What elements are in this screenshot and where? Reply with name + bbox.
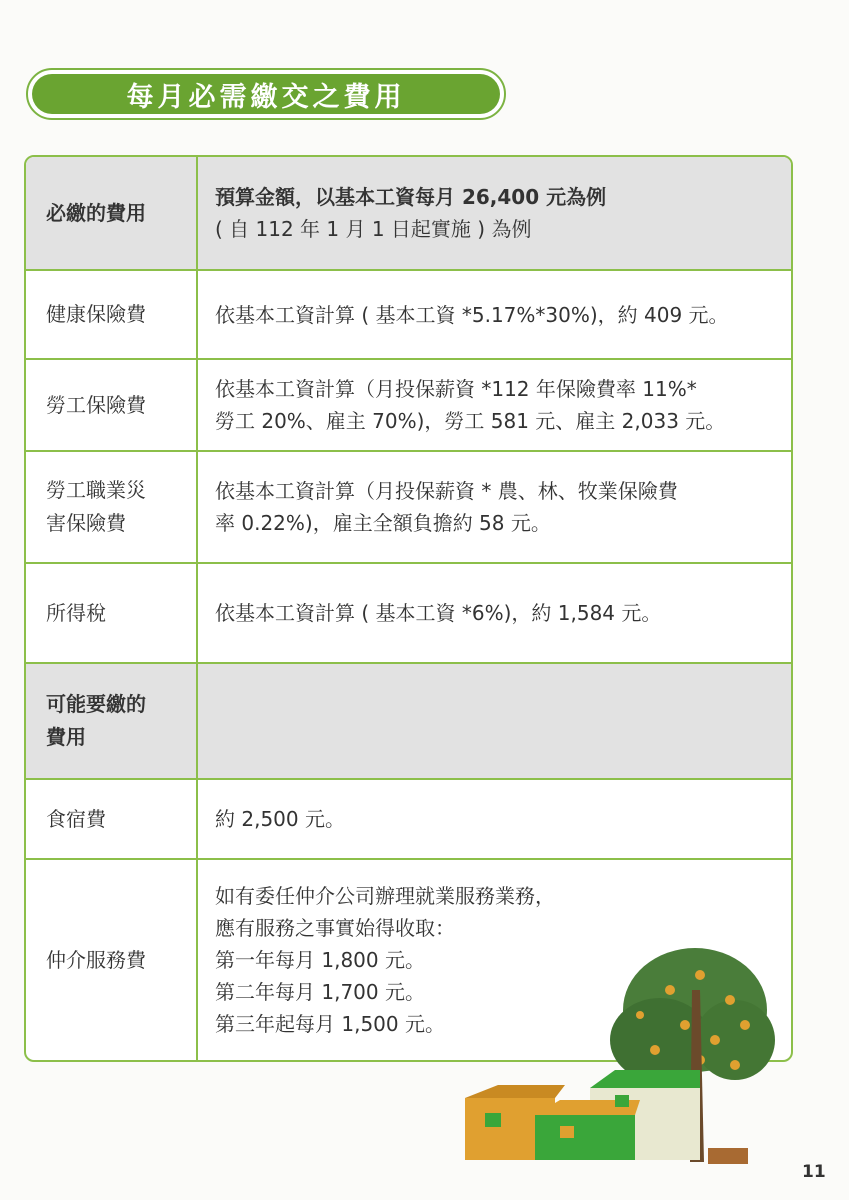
row-description-line: 率 0.22%)，雇主全額負擔約 58 元。 bbox=[215, 511, 551, 535]
optional-fees-header-line: 可能要繳的 bbox=[46, 692, 146, 716]
row-label: 所得稅 bbox=[26, 564, 198, 662]
house-left-roof bbox=[465, 1085, 565, 1098]
row-description-line: 應有服務之事實始得收取： bbox=[215, 916, 455, 940]
row-label: 勞工保險費 bbox=[26, 360, 198, 450]
house-back-roof bbox=[590, 1070, 700, 1088]
section-title-banner bbox=[26, 68, 506, 120]
optional-fees-header bbox=[26, 664, 198, 778]
section-title-banner-fill bbox=[32, 74, 500, 114]
budget-description-line: 預算金額，以基本工資每月 26,400 元為例 bbox=[215, 185, 607, 209]
house-window bbox=[560, 1126, 574, 1138]
row-description-line: 依基本工資計算（月投保薪資 * 農、林、牧業保險費 bbox=[215, 479, 678, 503]
budget-description-line: ( 自 112 年 1 月 1 日起實施 ) 為例 bbox=[215, 217, 532, 241]
row-label: 仲介服務費 bbox=[26, 860, 198, 1060]
optional-fees-header-line: 費用 bbox=[46, 725, 86, 749]
table-row bbox=[26, 564, 791, 664]
required-fees-header: 必繳的費用 bbox=[26, 157, 198, 269]
row-label: 健康保險費 bbox=[26, 271, 198, 358]
budget-description bbox=[198, 157, 791, 269]
houses-and-fruit-tree-illustration bbox=[460, 930, 780, 1170]
optional-fees-header-row bbox=[26, 664, 791, 780]
section-title: 每月必需繳交之費用 bbox=[126, 81, 406, 113]
optional-fees-header-empty-cell bbox=[198, 664, 791, 778]
row-description-line: 第二年每月 1,700 元。 bbox=[215, 980, 425, 1004]
table-row bbox=[26, 452, 791, 564]
row-label-line: 害保險費 bbox=[46, 511, 126, 535]
row-description-line: 約 2,500 元。 bbox=[215, 807, 345, 831]
row-label bbox=[26, 452, 198, 562]
house-window bbox=[485, 1113, 501, 1127]
table-row bbox=[26, 271, 791, 360]
row-description bbox=[198, 360, 791, 450]
row-description-line: 第三年起每月 1,500 元。 bbox=[215, 1012, 445, 1036]
row-description-line: 第一年每月 1,800 元。 bbox=[215, 948, 425, 972]
table-row bbox=[26, 360, 791, 452]
house-window bbox=[615, 1095, 629, 1107]
house-middle bbox=[535, 1115, 635, 1160]
row-description-line: 依基本工資計算（月投保薪資 *112 年保險費率 11%* bbox=[215, 377, 697, 401]
row-label-line: 勞工職業災 bbox=[46, 478, 146, 502]
row-description-line: 依基本工資計算 ( 基本工資 *5.17%*30%)，約 409 元。 bbox=[215, 302, 729, 327]
table-row bbox=[26, 780, 791, 860]
fee-table bbox=[24, 155, 793, 1062]
row-description bbox=[198, 564, 791, 662]
row-description-line: 如有委任仲介公司辦理就業服務業務， bbox=[215, 884, 555, 908]
row-description-line: 勞工 20%、雇主 70%)，勞工 581 元、雇主 2,033 元。 bbox=[215, 409, 726, 433]
page-number: 11 bbox=[802, 1162, 826, 1182]
row-description-line: 依基本工資計算 ( 基本工資 *6%)，約 1,584 元。 bbox=[215, 601, 662, 625]
row-description bbox=[198, 780, 791, 858]
table-header-row bbox=[26, 157, 791, 271]
fruit-basket bbox=[708, 1148, 748, 1164]
row-label: 食宿費 bbox=[26, 780, 198, 858]
row-description bbox=[198, 452, 791, 562]
row-description bbox=[198, 271, 791, 358]
